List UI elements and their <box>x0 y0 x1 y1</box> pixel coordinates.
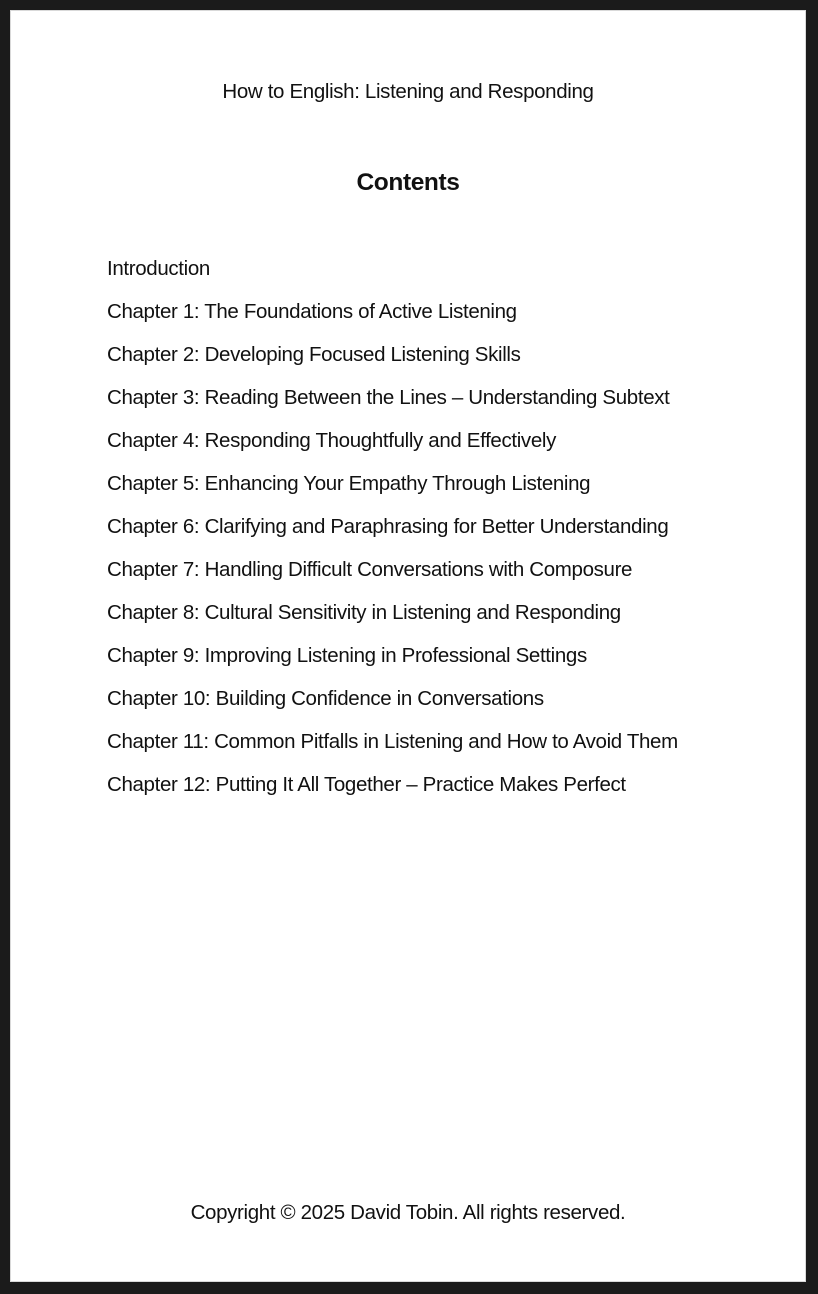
toc-item-chapter-3: Chapter 3: Reading Between the Lines – Understanding Subtext <box>107 386 670 409</box>
contents-heading: Contents <box>356 169 460 196</box>
toc-item-chapter-9: Chapter 9: Improving Listening in Professional Settings <box>107 644 587 667</box>
toc-item-chapter-8: Chapter 8: Cultural Sensitivity in Listening and Responding <box>107 601 621 624</box>
document-page <box>10 10 806 1282</box>
toc-item-introduction: Introduction <box>107 257 210 280</box>
copyright-notice: Copyright © 2025 David Tobin. All rights reserved. <box>190 1201 626 1224</box>
toc-item-chapter-6: Chapter 6: Clarifying and Paraphrasing for Better Understanding <box>107 515 669 538</box>
toc-item-chapter-5: Chapter 5: Enhancing Your Empathy Through Listening <box>107 472 591 495</box>
toc-item-chapter-1: Chapter 1: The Foundations of Active Listening <box>107 300 517 323</box>
toc-item-chapter-12: Chapter 12: Putting It All Together – Practice Makes Perfect <box>107 773 626 796</box>
toc-item-chapter-7: Chapter 7: Handling Difficult Conversations with Composure <box>107 558 633 581</box>
toc-item-chapter-4: Chapter 4: Responding Thoughtfully and Effectively <box>107 429 556 452</box>
toc-item-chapter-10: Chapter 10: Building Confidence in Conversations <box>107 687 544 710</box>
book-title-header: How to English: Listening and Responding <box>222 80 594 103</box>
toc-item-chapter-11: Chapter 11: Common Pitfalls in Listening and How to Avoid Them <box>107 730 678 753</box>
toc-item-chapter-2: Chapter 2: Developing Focused Listening Skills <box>107 343 521 366</box>
table-of-contents <box>107 256 747 815</box>
